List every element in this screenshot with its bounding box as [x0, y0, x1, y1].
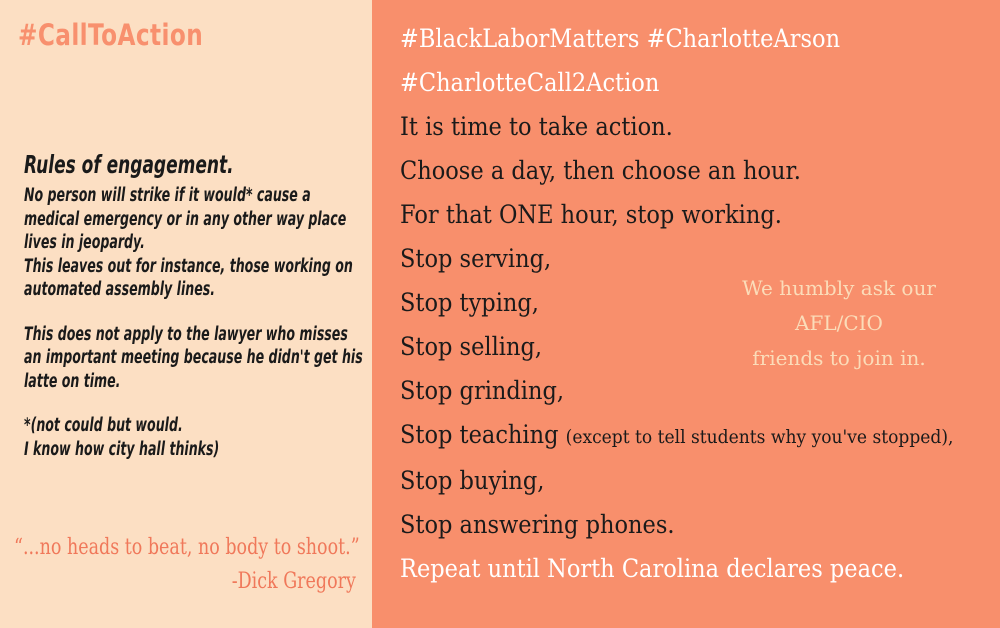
- action-line-text: #BlackLaborMatters #CharlotteArson: [400, 24, 841, 53]
- side-note-line: friends to join in.: [752, 346, 926, 370]
- quote-text: “...no heads to beat, no body to shoot.”: [14, 535, 360, 560]
- call-to-action-hashtag: #CallToAction: [18, 18, 204, 52]
- rules-line: lives in jeopardy.: [24, 232, 145, 253]
- action-line-text: Stop typing,: [400, 288, 539, 317]
- rules-paragraph: [24, 323, 363, 394]
- rules-line: an important meeting because he didn't get his: [24, 347, 363, 368]
- rules-line: No person will strike if it would* cause a: [24, 185, 311, 206]
- rules-line: automated assembly lines.: [24, 279, 216, 300]
- rules-line: This leaves out for instance, those working on: [24, 255, 353, 277]
- side-note: [728, 271, 950, 376]
- action-line-text: Choose a day, then choose an hour.: [400, 156, 801, 185]
- action-line-text: Stop teaching: [400, 420, 566, 449]
- side-note-line: AFL/CIO: [795, 311, 883, 335]
- left-panel: [0, 0, 372, 628]
- rules-paragraph: [24, 414, 357, 461]
- side-note-line: We humbly ask our: [742, 276, 936, 300]
- action-line: [400, 459, 999, 503]
- rules-block: [24, 150, 363, 482]
- action-line: [400, 149, 999, 193]
- action-line: [400, 503, 999, 547]
- action-line: [400, 193, 999, 237]
- action-line-text: Stop serving,: [400, 244, 552, 273]
- quote-block: [14, 531, 361, 599]
- action-line-text: Stop buying,: [400, 466, 545, 495]
- quote-attribution: -Dick Gregory: [231, 569, 356, 594]
- action-line: [400, 17, 999, 61]
- action-line-small-text: (except to tell students why you've stopped),: [565, 426, 954, 448]
- rules-line: *(not could but would.: [24, 415, 183, 436]
- action-line-text: For that ONE hour, stop working.: [400, 200, 782, 229]
- rules-heading: Rules of engagement.: [24, 150, 234, 179]
- action-line-text: Stop answering phones.: [400, 510, 675, 539]
- action-line: [400, 547, 999, 591]
- action-line-text: Stop grinding,: [400, 376, 565, 405]
- action-line-text: #CharlotteCall2Action: [400, 68, 660, 97]
- action-line: [400, 105, 999, 149]
- action-line-text: Stop selling,: [400, 332, 543, 361]
- rules-line: I know how city hall thinks): [24, 438, 220, 460]
- rules-line: medical emergency or in any other way place: [24, 208, 347, 230]
- action-line: [400, 61, 999, 105]
- action-line: [400, 413, 999, 459]
- rules-paragraph: [24, 184, 357, 302]
- rules-paragraphs: [24, 184, 363, 461]
- right-panel: [372, 0, 1000, 628]
- rules-line: latte on time.: [24, 370, 121, 392]
- action-line-text: Repeat until North Carolina declares peace.: [400, 554, 905, 583]
- rules-line: This does not apply to the lawyer who misses: [24, 323, 348, 345]
- action-line-text: It is time to take action.: [400, 112, 673, 141]
